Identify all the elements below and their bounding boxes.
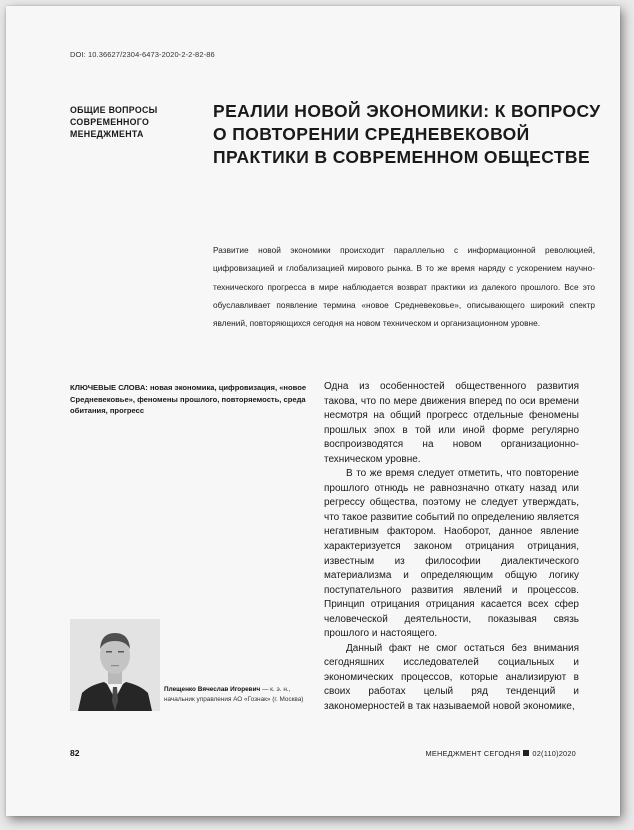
doi: DOI: 10.36627/2304-6473-2020-2-2-82-86 — [70, 50, 215, 59]
article-title: РЕАЛИИ НОВОЙ ЭКОНОМИКИ: К ВОПРОСУ О ПОВТОРЕНИИ СРЕДНЕВЕКОВОЙ ПРАКТИКИ В СОВРЕМЕННОМ ОБЩЕСТВЕ — [213, 101, 601, 167]
author-info — [164, 685, 314, 705]
separator-square-icon — [523, 750, 529, 756]
page-number: 82 — [70, 748, 80, 758]
section-label: ОБЩИЕ ВОПРОСЫ СОВРЕМЕННОГО МЕНЕДЖМЕНТА — [70, 105, 158, 139]
keywords — [70, 382, 340, 417]
journal-page — [6, 6, 620, 816]
article-body — [324, 380, 579, 715]
journal-name: МЕНЕДЖМЕНТ СЕГОДНЯ — [425, 749, 521, 758]
body-paragraph: Данный факт не смог остаться без внимания сегодняшних исследователей социальных и экономических процессов, которые анализируют в своих работах целый ряд тенденций и закономерностей в так называемой новой экономике, — [324, 642, 579, 713]
keywords-label: КЛЮЧЕВЫЕ СЛОВА: — [70, 383, 148, 392]
abstract: Развитие новой экономики происходит параллельно с информационной революцией, цифровизацией и глобализацией мирового рынка. В то же время наряду с ускорением научно-технического прогресса в мире наблюдается возврат практики из далекого прошлого. Все это обуславливает появление термина «новое Средневековье», описывающего широкий спектр явлений, повторяющихся сегодня на новом техническом и организационном уровне. — [213, 245, 595, 329]
body-paragraph: В то же время следует отметить, что повторение прошлого отнюдь не равнозначно откату назад или регрессу общества, поэтому не следует утверждать, что такое развитие событий по определению является негативным фактором. Наоборот, данное явление характеризуется законом отрицания отрицания, известным из философии диалектического материализма и определяющим общую логику поступательного развития явлений и процессов. Принцип отрицания отрицания касается всех сфер человеческой деятельности, показывая связь прошлого и настоящего. — [324, 468, 579, 640]
keywords-text: новая экономика, цифровизация, «новое Средневековье», феномены прошлого, повторяемость, среда обитания, прогресс — [70, 383, 307, 415]
author-photo — [70, 619, 160, 711]
journal-issue: 02(110)2020 — [532, 749, 576, 758]
body-paragraph: Одна из особенностей общественного развития такова, что по мере движения вперед по оси времени несмотря на общий прогресс отдельные феномены прошлых эпох в той или иной форме регулярно воспроизводятся на новом организационно-техническом уровне. — [324, 381, 579, 465]
author-name: Плещенко Вячеслав Игоревич — [164, 686, 261, 693]
journal-footer — [426, 749, 576, 758]
author-position: — к. э. н., начальник управления АО «Гознак» (г. Москва) — [164, 686, 304, 703]
